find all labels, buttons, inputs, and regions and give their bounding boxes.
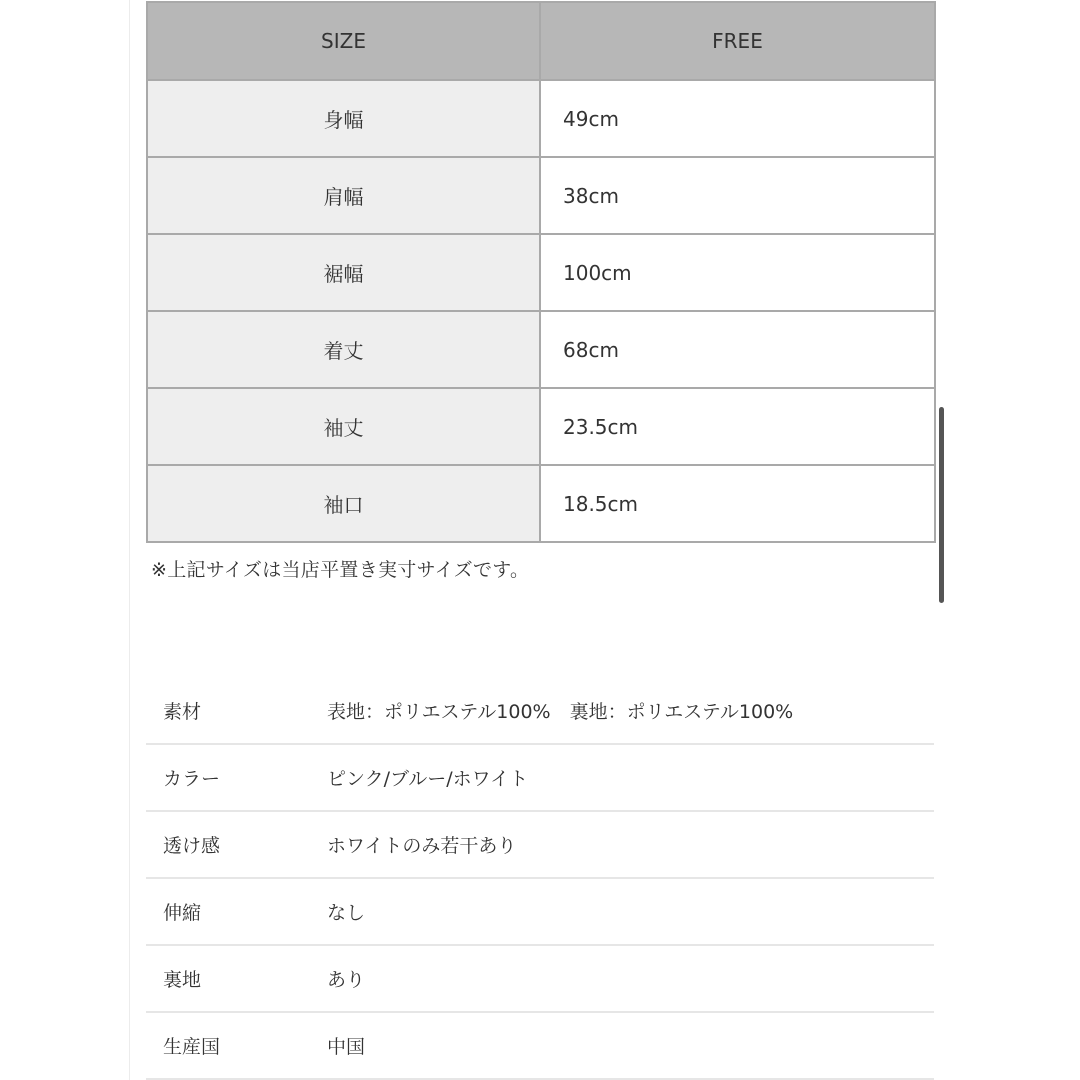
size-note: ※上記サイズは当店平置き実寸サイズです。 xyxy=(151,559,530,581)
size-row-value: 18.5cm xyxy=(540,465,935,542)
left-divider xyxy=(129,0,130,1080)
size-row-value: 68cm xyxy=(540,311,935,388)
size-row-label: 肩幅 xyxy=(147,157,540,234)
size-header-label: SIZE xyxy=(147,2,540,80)
size-header-value: FREE xyxy=(540,2,935,80)
spec-value: 表地：ポリエステル100% 裏地：ポリエステル100% xyxy=(327,701,794,723)
size-row-label: 袖口 xyxy=(147,465,540,542)
table-row xyxy=(147,465,935,542)
spec-value: ホワイトのみ若干あり xyxy=(327,835,517,857)
table-row xyxy=(147,80,935,157)
size-row-value: 23.5cm xyxy=(540,388,935,465)
size-table-header-row xyxy=(147,2,935,80)
size-table xyxy=(146,1,936,543)
spec-value: 中国 xyxy=(327,1036,366,1058)
spec-row-origin xyxy=(146,1013,934,1080)
table-row xyxy=(147,234,935,311)
scrollbar-thumb[interactable] xyxy=(939,407,944,603)
spec-value: あり xyxy=(327,969,366,991)
spec-label: 透け感 xyxy=(163,835,221,857)
spec-row-lining xyxy=(146,946,934,1013)
spec-row-material xyxy=(146,678,934,745)
spec-label: 素材 xyxy=(163,701,202,723)
table-row xyxy=(147,157,935,234)
spec-list xyxy=(146,678,934,1080)
spec-row-stretch xyxy=(146,879,934,946)
spec-value: ピンク/ブルー/ホワイト xyxy=(327,768,529,790)
spec-label: 裏地 xyxy=(163,969,202,991)
spec-row-transparency xyxy=(146,812,934,879)
table-row xyxy=(147,311,935,388)
size-row-value: 49cm xyxy=(540,80,935,157)
size-row-value: 38cm xyxy=(540,157,935,234)
spec-label: カラー xyxy=(163,768,221,790)
spec-label: 生産国 xyxy=(163,1036,221,1058)
spec-value: なし xyxy=(327,902,366,924)
size-row-label: 着丈 xyxy=(147,311,540,388)
spec-row-color xyxy=(146,745,934,812)
size-row-label: 袖丈 xyxy=(147,388,540,465)
size-row-value: 100cm xyxy=(540,234,935,311)
spec-label: 伸縮 xyxy=(163,902,202,924)
size-row-label: 身幅 xyxy=(147,80,540,157)
table-row xyxy=(147,388,935,465)
size-row-label: 裾幅 xyxy=(147,234,540,311)
